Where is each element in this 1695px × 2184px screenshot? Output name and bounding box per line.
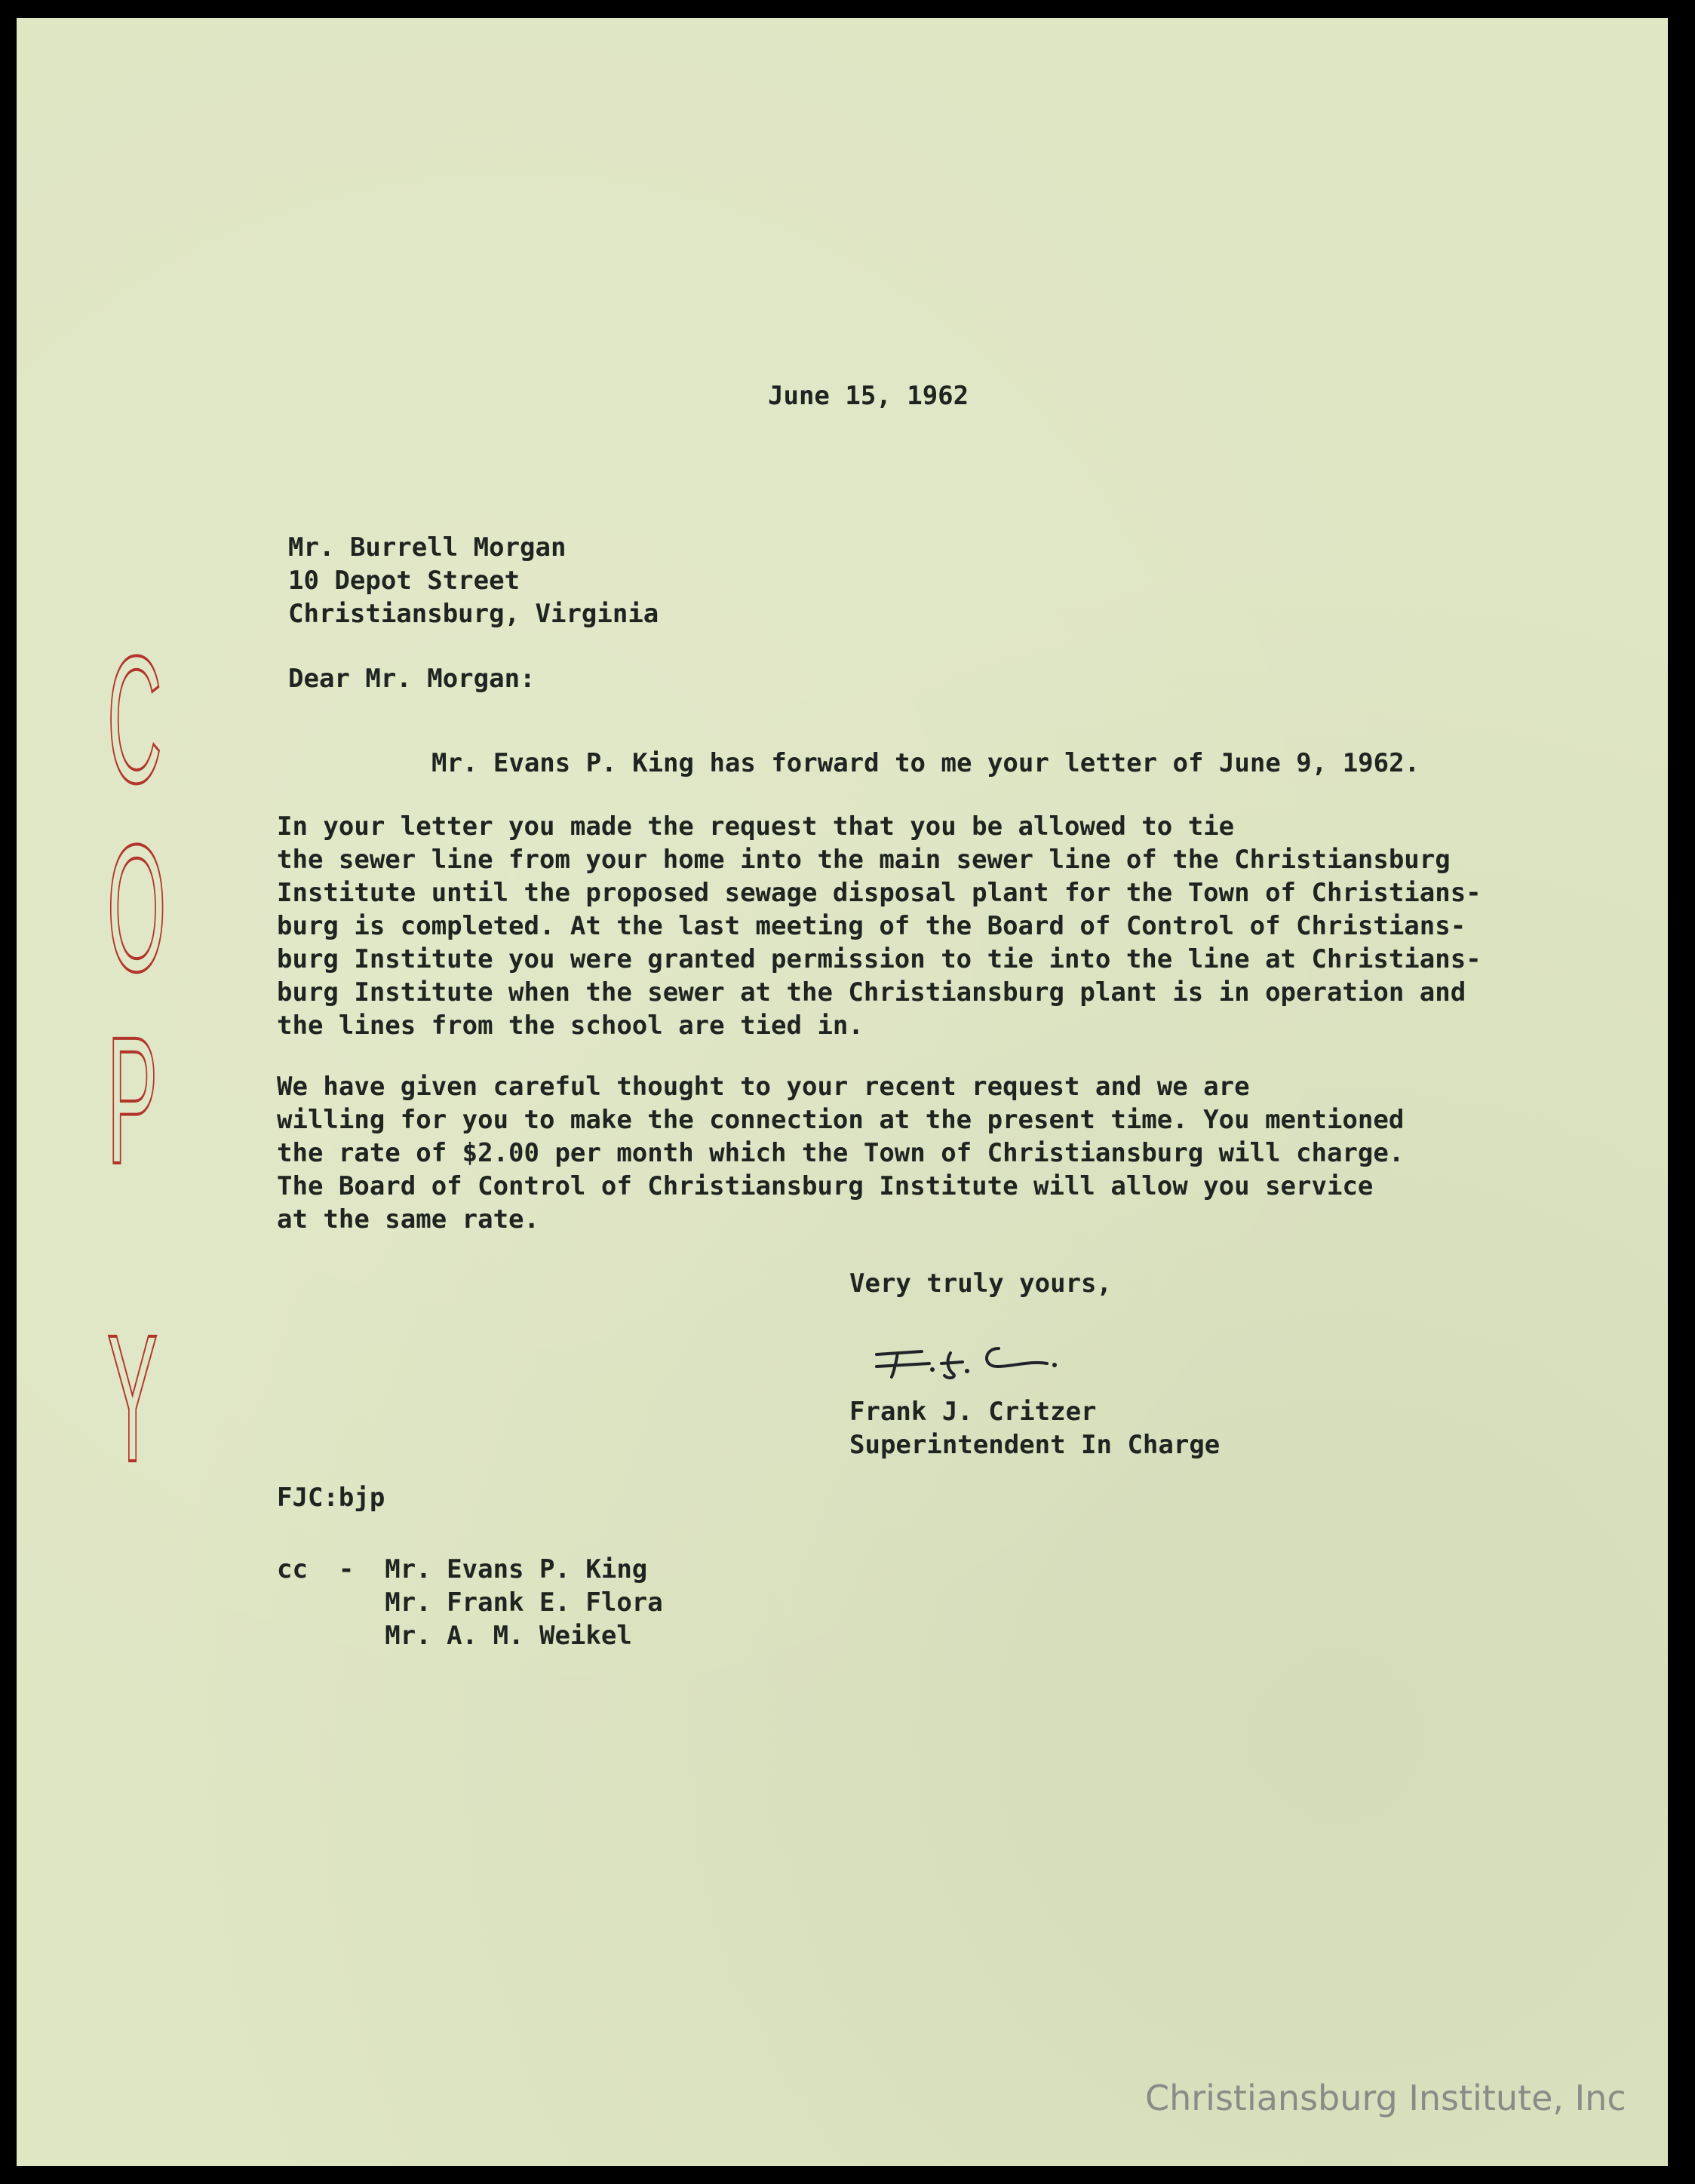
archive-watermark: Christiansburg Institute, Inc	[1145, 2078, 1626, 2118]
body-paragraph-2: In your letter you made the request that you be allowed to tie the sewer line from your home into the main sewer line of the Christiansburg Institute until the proposed sewage disposal plant for the Town of Christians- burg is completed. At the last meeting of the Board of Control of Christians- burg Institute you were granted permission to tie into the line at Christians- burg Institute when the sewer at the Christiansburg plant is in operation and the lines from the school are tied in.	[277, 811, 1482, 1041]
reference-initials: FJC:bjp	[277, 1483, 385, 1513]
copy-stamp-letter-p: P	[107, 999, 158, 1201]
signer-name: Frank J. Critzer	[849, 1397, 1097, 1427]
body-paragraph-1: Mr. Evans P. King has forward to me your letter of June 9, 1962.	[431, 748, 1420, 778]
copy-stamp-letter-o: O	[107, 807, 167, 1009]
complimentary-closing: Very truly yours,	[849, 1268, 1112, 1299]
letter-date: June 15, 1962	[768, 381, 969, 411]
handwritten-signature	[869, 1330, 1065, 1383]
copy-stamp-letter-y: Y	[107, 1297, 158, 1499]
body-paragraph-3: We have given careful thought to your recent request and we are willing for you to make the connection at the present time. You mentioned the rate of $2.00 per month which the Town of Christiansburg will charge. The Board of Control of Christiansburg Institute will allow you service at the same rate.	[277, 1072, 1405, 1235]
salutation: Dear Mr. Morgan:	[288, 664, 536, 694]
recipient-address	[288, 531, 659, 630]
copy-stamp-letter-c: C	[107, 618, 162, 821]
carbon-copy-list: cc - Mr. Evans P. King Mr. Frank E. Flora Mr. A. M. Weikel	[277, 1554, 663, 1651]
signer-title: Superintendent In Charge	[849, 1430, 1221, 1460]
letter-page	[17, 18, 1668, 2166]
recipient-city: Christiansburg, Virginia	[288, 599, 659, 629]
recipient-name: Mr. Burrell Morgan	[288, 532, 567, 563]
recipient-street: 10 Depot Street	[288, 566, 520, 596]
